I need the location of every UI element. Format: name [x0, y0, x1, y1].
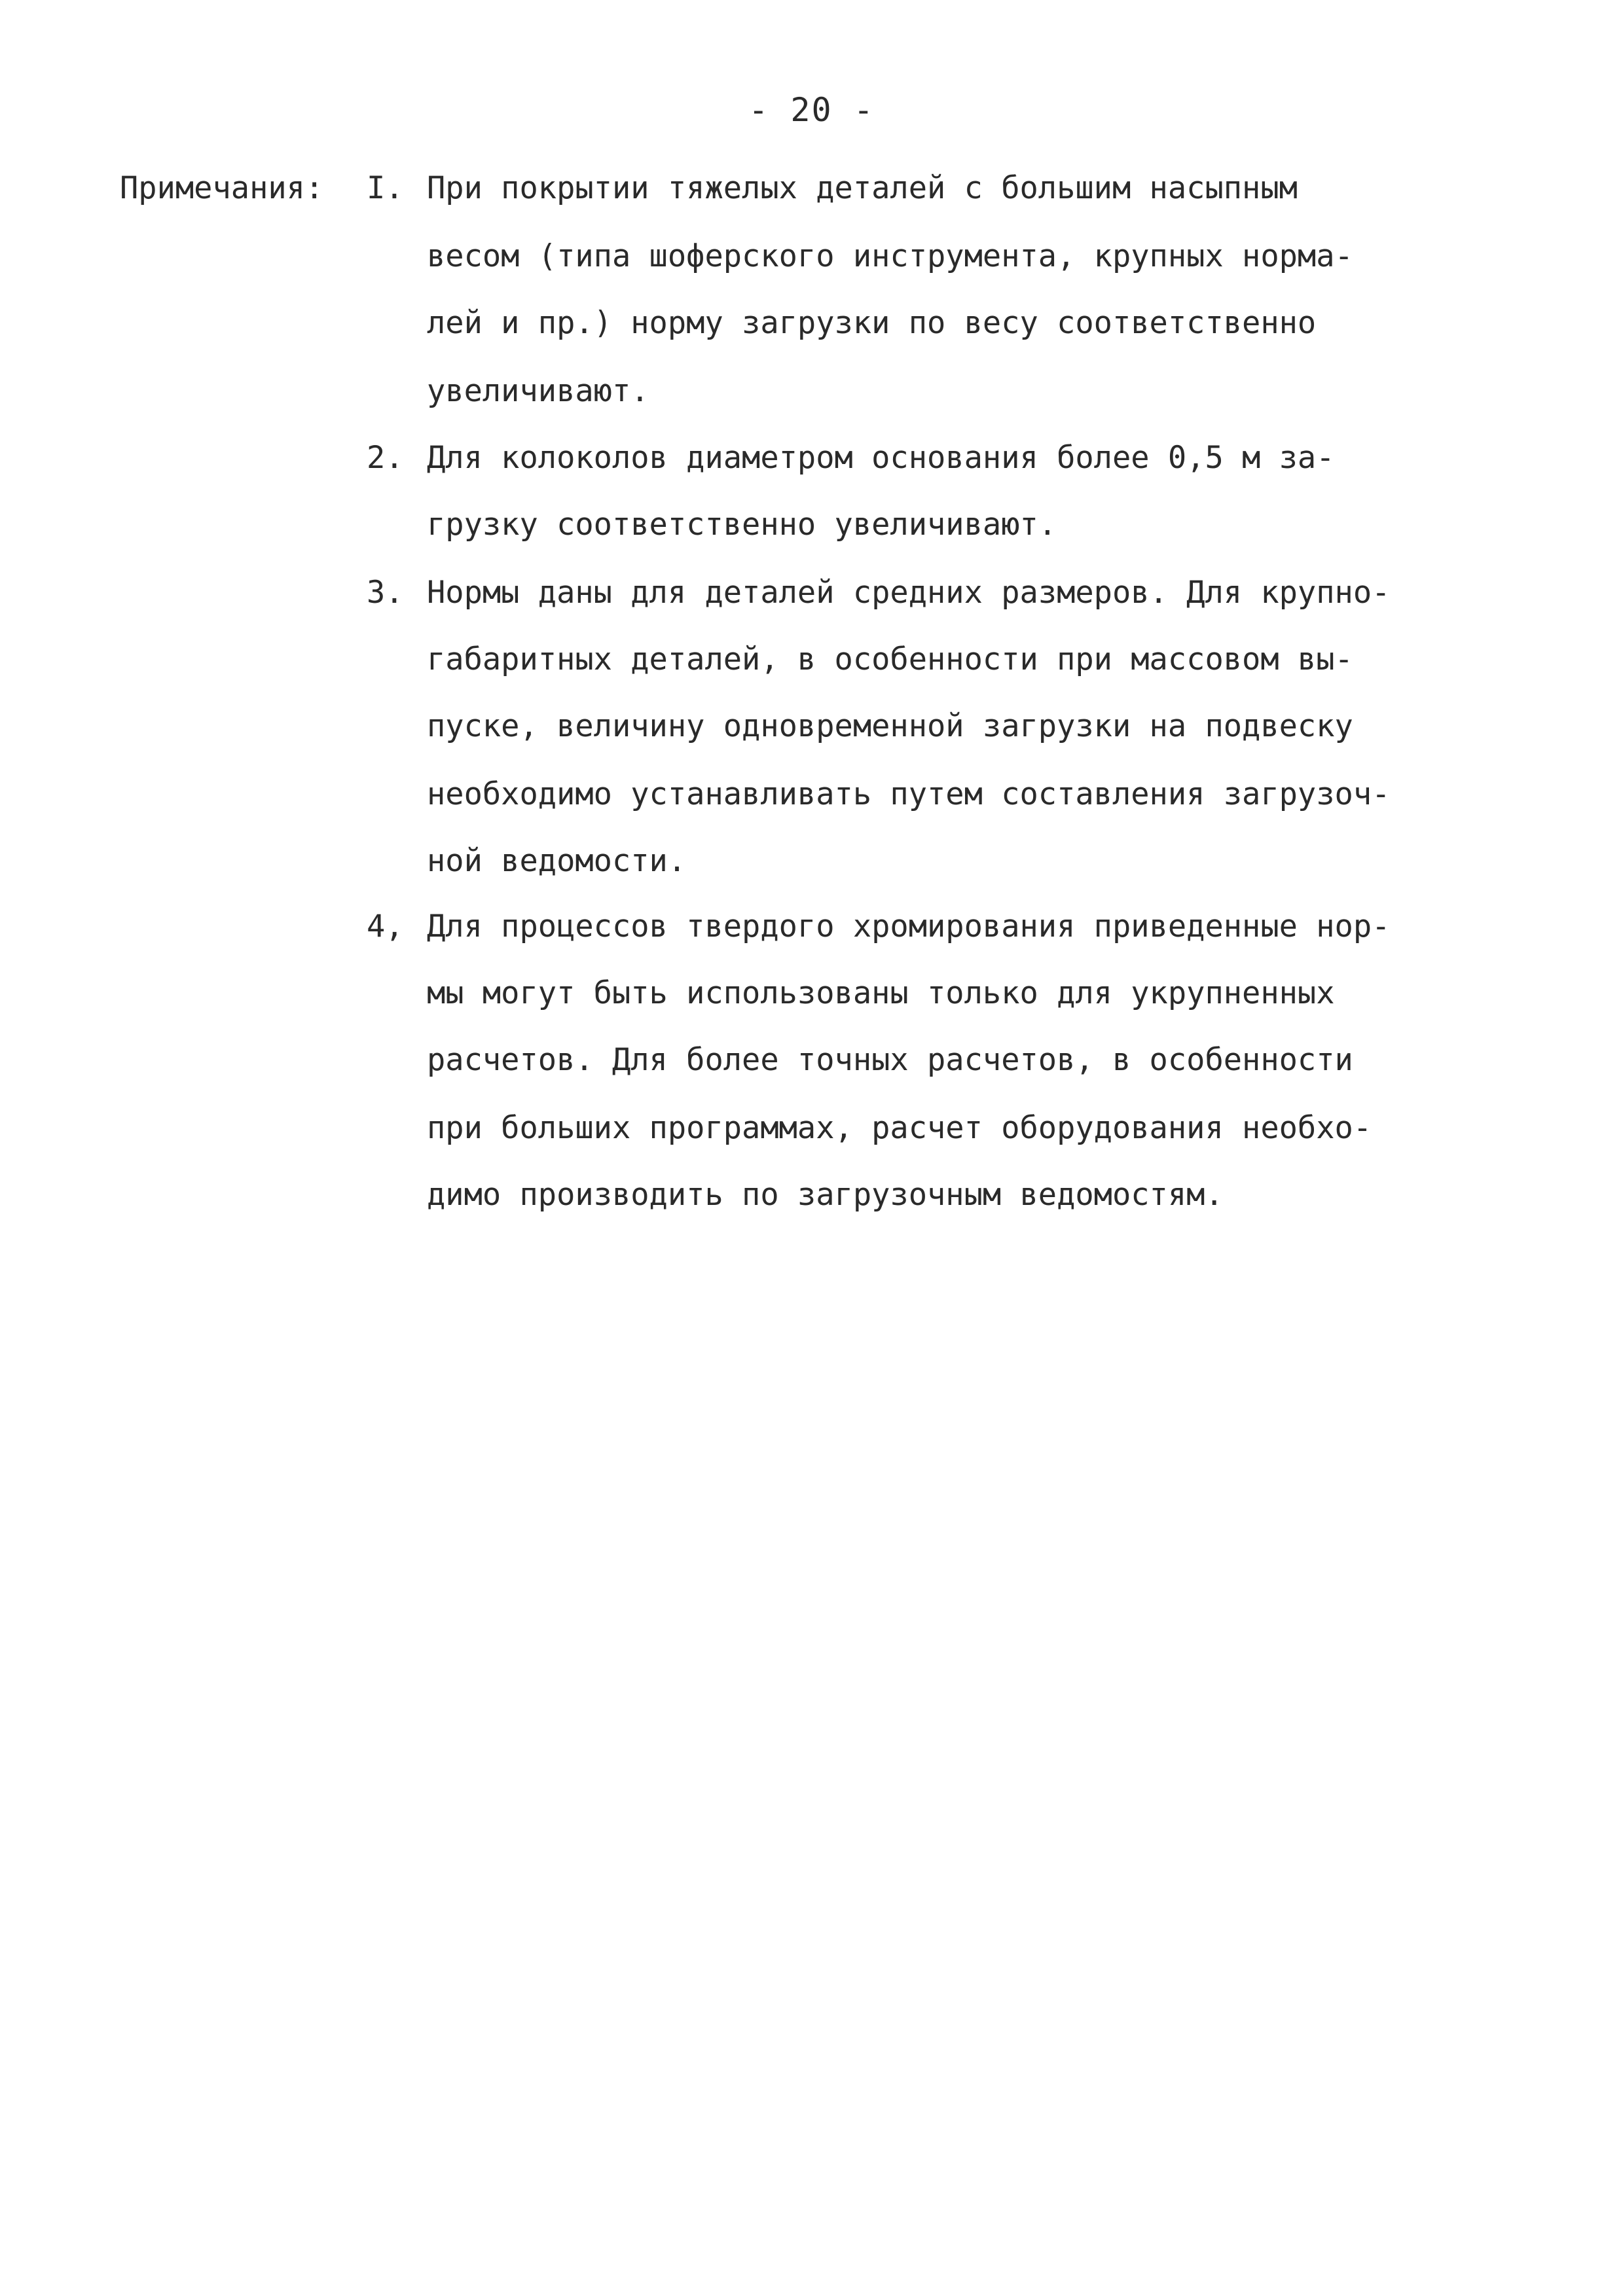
note-3-line-5: ной ведомости.: [427, 843, 687, 879]
note-1-line-3: лей и пр.) норму загрузки по весу соответственно: [427, 305, 1317, 341]
notes-label: Примечания:: [120, 170, 324, 206]
note-1-line-1: При покрытии тяжелых деталей с большим насыпным: [427, 170, 1298, 206]
note-3-line-1: Нормы даны для деталей средних размеров. Для крупно-: [427, 575, 1391, 611]
note-3-number: 3.: [367, 575, 404, 611]
note-4-line-5: димо производить по загрузочным ведомостям.: [427, 1177, 1224, 1213]
note-3-line-3: пуске, величину одновременной загрузки на подвеску: [427, 708, 1353, 744]
note-4-line-1: Для процессов твердого хромирования приведенные нор-: [427, 908, 1391, 944]
note-2-line-1: Для колоколов диаметром основания более 0,5 м за-: [427, 440, 1335, 476]
note-3-line-4: необходимо устанавливать путем составления загрузоч-: [427, 776, 1391, 812]
note-1-line-4: увеличивают.: [427, 373, 649, 409]
note-2-number: 2.: [367, 440, 404, 476]
page-number: - 20 -: [748, 91, 875, 129]
note-4-line-2: мы могут быть использованы только для укрупненных: [427, 975, 1335, 1011]
note-3-line-2: габаритных деталей, в особенности при массовом вы-: [427, 641, 1353, 677]
note-2-line-2: грузку соответственно увеличивают.: [427, 507, 1057, 543]
note-1-line-2: весом (типа шоферского инструмента, крупных нормa-: [427, 238, 1353, 274]
note-1-number: I.: [367, 170, 404, 206]
note-4-line-3: расчетов. Для более точных расчетов, в особенности: [427, 1042, 1353, 1078]
note-4-number: 4,: [367, 908, 404, 944]
note-4-line-4: при больших программах, расчет оборудования необхо-: [427, 1110, 1372, 1146]
